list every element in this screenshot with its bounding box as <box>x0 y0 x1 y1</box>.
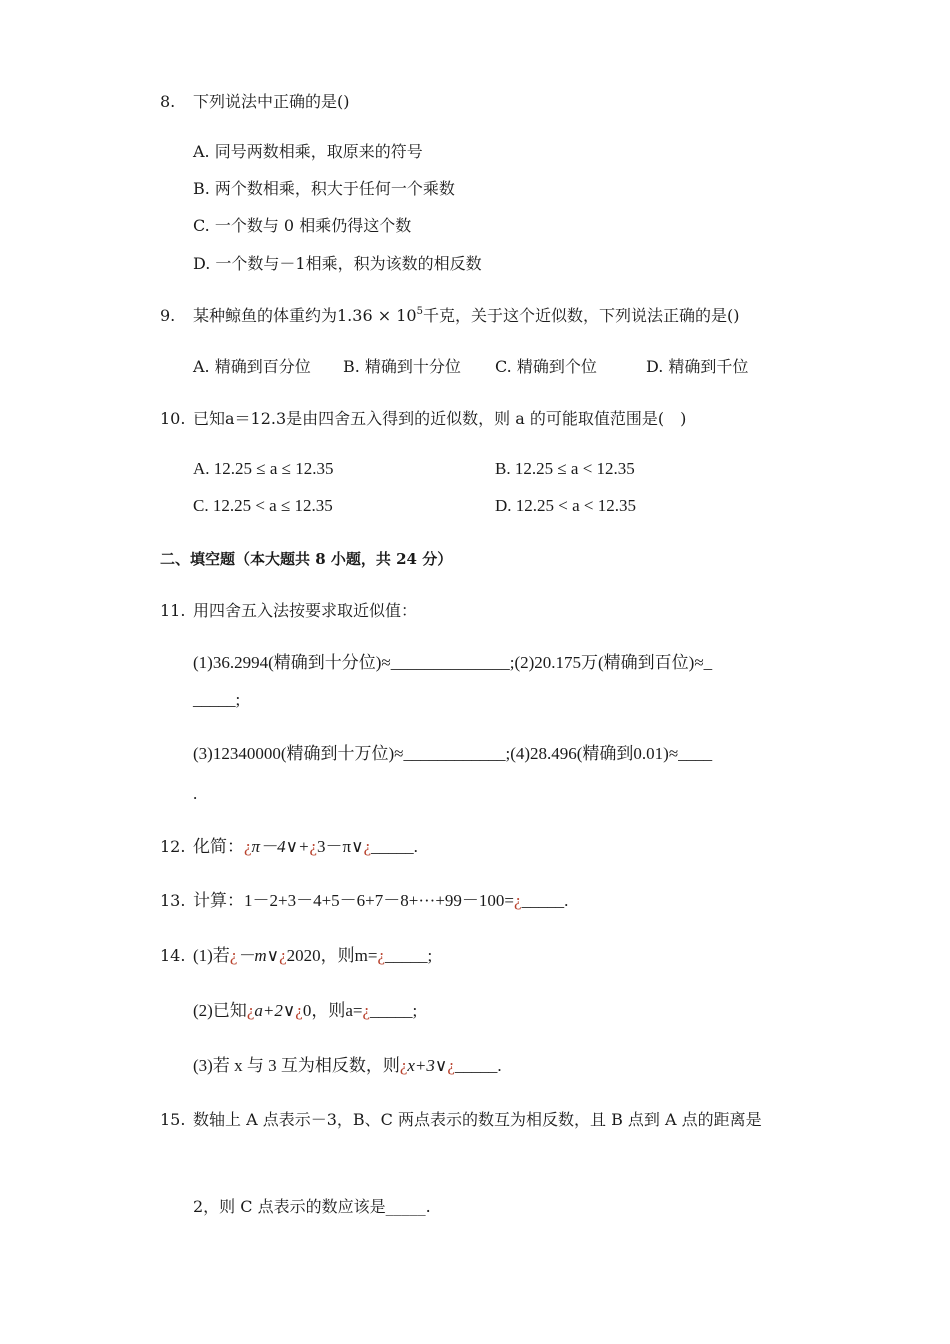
q14-sub-2-mark-2: ¿ <box>295 1001 303 1020</box>
q12-expression <box>193 837 418 857</box>
q12-blank: _____. <box>371 837 418 856</box>
q12-mark-1: ¿ <box>244 837 252 856</box>
q11-number: 11. <box>160 601 186 620</box>
q14-sub-3-b: x+3∨ <box>407 1056 448 1075</box>
q9-stem <box>193 306 739 326</box>
q9-stem-exponent: 5 <box>416 306 423 317</box>
q11-line-4: . <box>193 784 198 803</box>
q14-number: 14. <box>160 946 186 965</box>
q9-option-c: C. 精确到个位 <box>495 357 597 376</box>
q8-option-a: A. 同号两数相乘，取原来的符号 <box>193 142 423 161</box>
q12-mark-3: ¿ <box>363 837 372 856</box>
q14-sub-1-mark-3: ¿ <box>377 946 386 965</box>
q14-sub-1-mark-1: ¿ <box>229 946 238 965</box>
q9-option-a: A. 精确到百分位 <box>193 357 311 376</box>
q14-sub-2-a: (2)已知 <box>193 1001 247 1020</box>
q15-continuation: 2，则 C 点表示的数应该是_____. <box>193 1197 431 1216</box>
q14-sub-2 <box>193 1001 417 1021</box>
q11-line-1: (1)36.2994(精确到十分位)≈______________;(2)20.175万(精确到百位)≈_ <box>193 653 713 672</box>
q14-sub-2-d: _____; <box>370 1001 418 1020</box>
q14-sub-3-mark-1: ¿ <box>399 1056 408 1075</box>
q14-sub-1-b: －m∨ <box>237 946 280 965</box>
q10-option-b: B. 12.25 ≤ a < 12.35 <box>495 459 635 478</box>
q15-number: 15. <box>160 1110 186 1129</box>
q10-number: 10. <box>160 409 186 428</box>
q14-sub-2-b: a+2∨ <box>254 1001 296 1020</box>
q15-stem: 数轴上 A 点表示－3，B、C 两点表示的数互为相反数，且 B 点到 A 点的距离是 <box>193 1110 762 1129</box>
q14-sub-3-a: (3)若 x 与 3 互为相反数，则 <box>193 1056 400 1075</box>
q13-number: 13. <box>160 891 186 910</box>
q9-option-d: D. 精确到千位 <box>646 357 749 376</box>
q12-mark-2: ¿ <box>309 837 318 856</box>
q12-number: 12. <box>160 837 186 856</box>
q14-sub-2-mark-3: ¿ <box>362 1001 371 1020</box>
q14-sub-3 <box>193 1056 502 1076</box>
q10-option-d: D. 12.25 < a < 12.35 <box>495 496 636 515</box>
q11-line-3: (3)12340000(精确到十万位)≈____________;(4)28.496(精确到0.01)≈____ <box>193 744 713 763</box>
q11-stem: 用四舍五入法按要求取近似值： <box>193 601 418 620</box>
q14-sub-2-c: 0，则a= <box>302 1001 363 1020</box>
q14-sub-1-a: (1)若 <box>193 946 230 965</box>
q8-number: 8. <box>160 92 176 111</box>
q8-stem: 下列说法中正确的是() <box>193 92 350 111</box>
q12-prefix: 化简： <box>193 837 244 856</box>
q8-option-c: C. 一个数与 0 相乘仍得这个数 <box>193 216 412 235</box>
q9-option-b: B. 精确到十分位 <box>343 357 461 376</box>
q12-part-2: 3－π∨ <box>317 837 364 856</box>
q8-option-d: D. 一个数与－1相乘，积为该数的相反数 <box>193 254 482 273</box>
q13-blank: _____. <box>521 891 569 910</box>
q14-sub-1 <box>193 946 432 966</box>
q11-line-2: _____; <box>193 690 241 709</box>
q14-sub-1-d: _____; <box>385 946 433 965</box>
q14-sub-1-mark-2: ¿ <box>279 946 287 965</box>
q12-part-1: π－4∨+ <box>251 837 310 856</box>
q8-option-b: B. 两个数相乘，积大于任何一个乘数 <box>193 179 455 198</box>
q14-sub-2-mark-1: ¿ <box>246 1001 255 1020</box>
section-title: 二、填空题（本大题共 8 小题，共 24 分） <box>160 550 453 568</box>
q14-sub-1-c: 2020，则m= <box>286 946 378 965</box>
q10-option-a: A. 12.25 ≤ a ≤ 12.35 <box>193 459 334 478</box>
q14-sub-3-c: _____. <box>454 1056 502 1075</box>
q10-stem: 已知a＝12.3是由四舍五入得到的近似数，则 a 的可能取值范围是( ) <box>193 409 687 428</box>
q10-option-c: C. 12.25 < a ≤ 12.35 <box>193 496 333 515</box>
q9-number: 9. <box>160 306 176 325</box>
q9-stem-after: 千克，关于这个近似数，下列说法正确的是() <box>422 306 740 325</box>
q13-prefix: 计算： <box>193 891 244 910</box>
q13-mark: ¿ <box>514 891 522 910</box>
q14-sub-3-mark-2: ¿ <box>447 1056 455 1075</box>
q9-stem-before: 某种鲸鱼的体重约为1.36 × 10 <box>193 306 417 325</box>
q13-expr: 1－2+3－4+5－6+7－8+···+99－100= <box>244 891 515 910</box>
q13-expression <box>193 891 568 911</box>
